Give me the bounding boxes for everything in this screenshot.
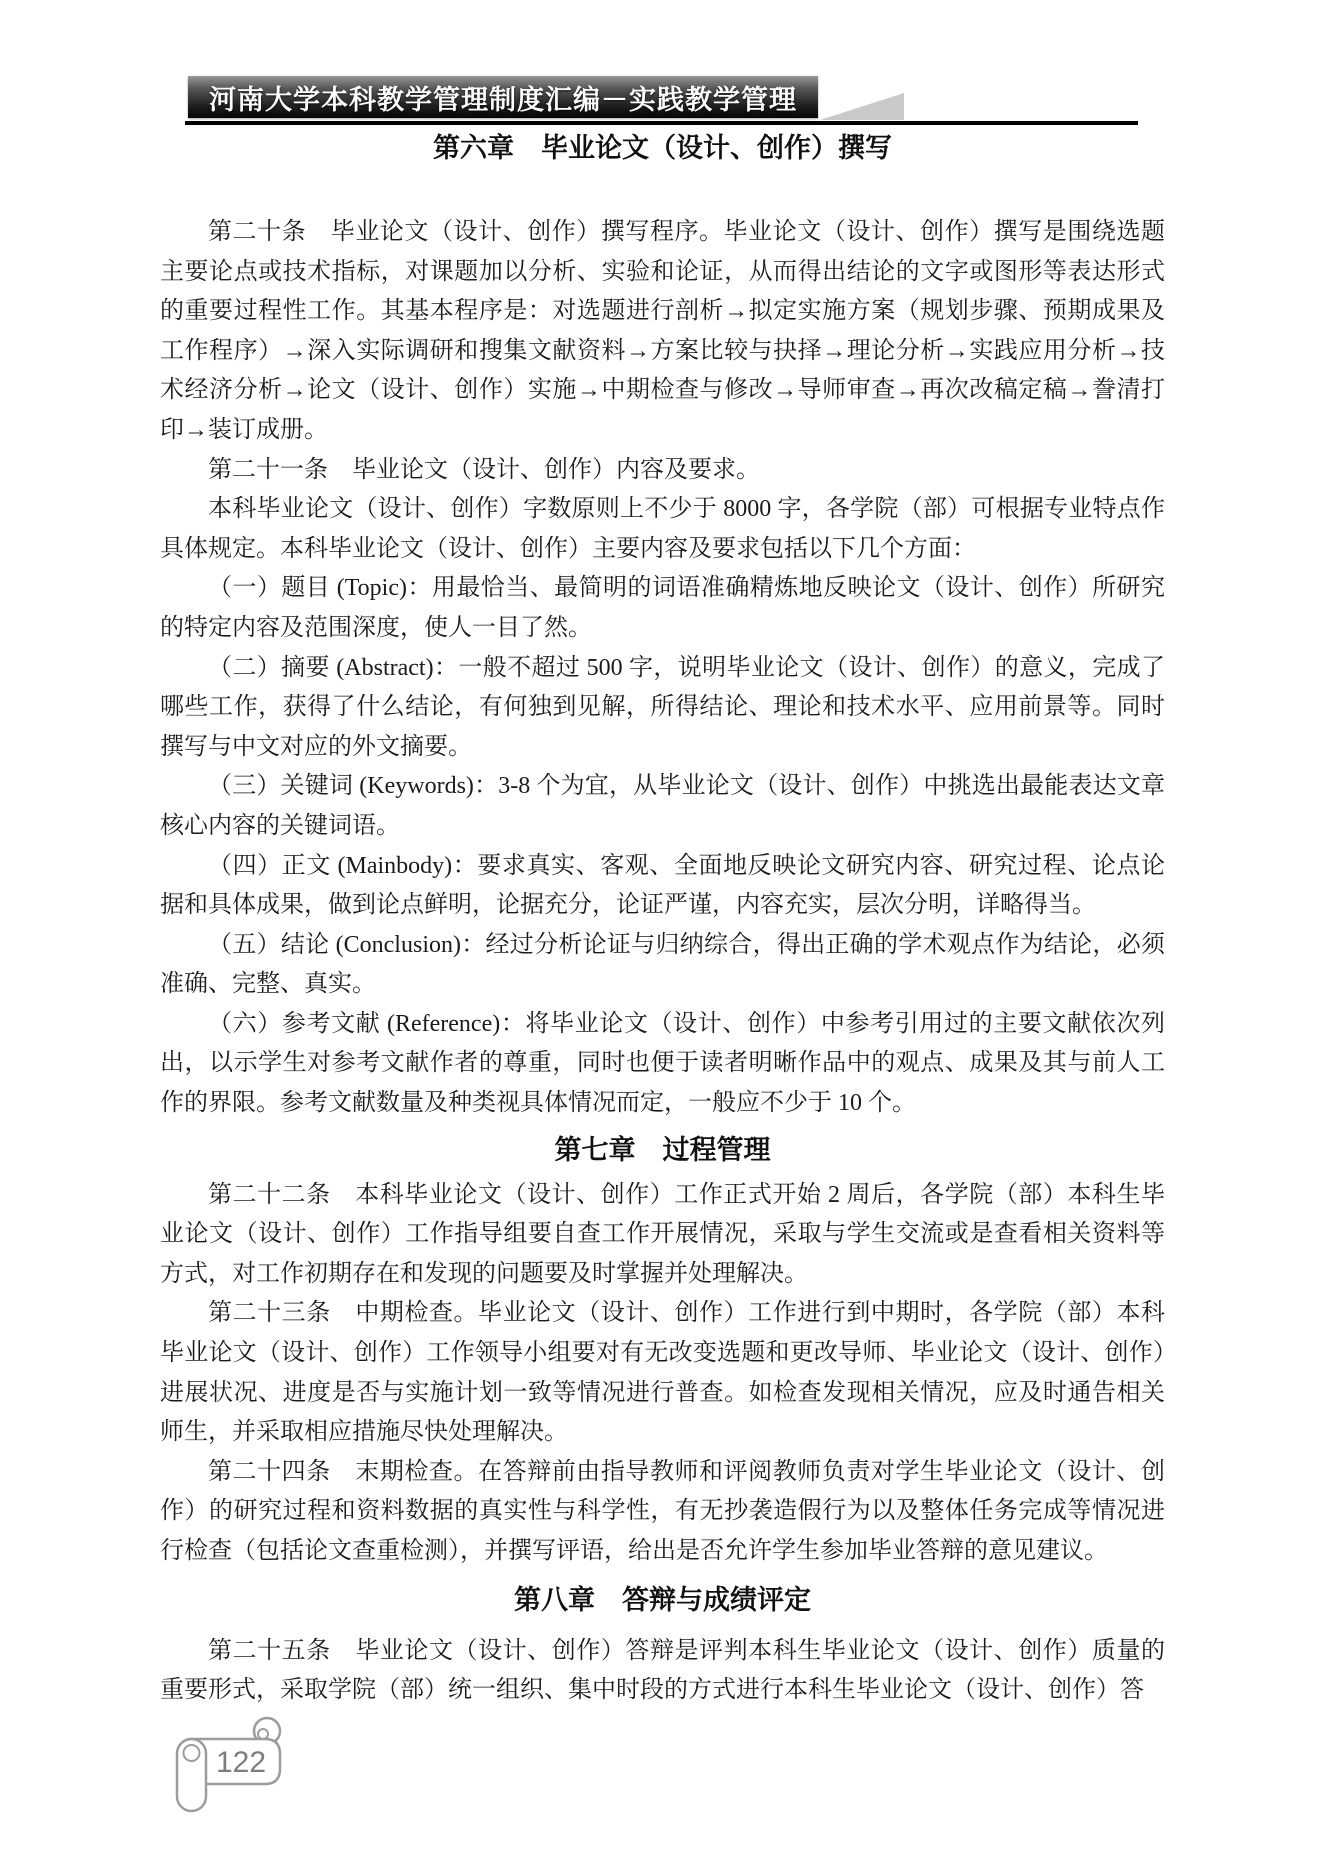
header-banner-title: 河南大学本科教学管理制度汇编－实践教学管理 — [209, 84, 797, 115]
paragraph-item-3-keywords: （三）关键词 (Keywords)：3-8 个为宜，从毕业论文（设计、创作）中挑选出最能表达文章核心内容的关键词语。 — [160, 773, 1165, 839]
paragraph-article-22: 第二十二条 本科毕业论文（设计、创作）工作正式开始 2 周后，各学院（部）本科生毕业论文（设计、创作）工作指导组要自查工作开展情况，采取与学生交流或是查看相关资料等方式，对工作初期存在和发现的问题要及时掌握并处理解决。 — [160, 1181, 1165, 1287]
paragraph-article-21: 第二十一条 毕业论文（设计、创作）内容及要求。 — [208, 456, 760, 483]
paragraph-item-5-conclusion: （五）结论 (Conclusion)：经过分析论证与归纳综合，得出正确的学术观点作为结论，必须准确、完整、真实。 — [160, 931, 1165, 998]
scroll-curl-inner — [258, 1729, 268, 1739]
chapter-8-heading: 第八章 答辩与成绩评定 — [514, 1584, 811, 1615]
chapter-7-heading: 第七章 过程管理 — [554, 1134, 771, 1165]
scroll-left-roll-inner — [184, 1745, 200, 1761]
paragraph-item-1-topic: （一）题目 (Topic)：用最恰当、最简明的词语准确精炼地反映论文（设计、创作）所研究的特定内容及范围深度，使人一目了然。 — [160, 575, 1165, 641]
paragraph-item-2-abstract: （二）摘要 (Abstract)：一般不超过 500 字，说明毕业论文（设计、创作）的意义，完成了哪些工作，获得了什么结论，有何独到见解，所得结论、理论和技术水平、应用前景等。同时撰写与中文对应的外文摘要。 — [160, 654, 1165, 760]
banner-arrow-decoration — [820, 93, 904, 120]
paragraph-article-21-body: 本科毕业论文（设计、创作）字数原则上不少于 8000 字，各学院（部）可根据专业特点作具体规定。本科毕业论文（设计、创作）主要内容及要求包括以下几个方面： — [160, 496, 1165, 562]
paragraph-article-24: 第二十四条 末期检查。在答辩前由指导教师和评阅教师负责对学生毕业论文（设计、创作）的研究过程和资料数据的真实性与科学性，有无抄袭造假行为以及整体任务完成等情况进行检查（包括论文查重检测），并撰写评语，给出是否允许学生参加毕业答辩的意见建议。 — [160, 1458, 1165, 1564]
paragraph-article-25: 第二十五条 毕业论文（设计、创作）答辩是评判本科生毕业论文（设计、创作）质量的重要形式，采取学院（部）统一组织、集中时段的方式进行本科生毕业论文（设计、创作）答 — [160, 1637, 1165, 1704]
document-content — [160, 130, 1165, 1711]
paragraph-item-6-reference: （六）参考文献 (Reference)：将毕业论文（设计、创作）中参考引用过的主要文献依次列出，以示学生对参考文献作者的尊重，同时也便于读者明晰作品中的观点、成果及其与前人工作的界限。参考文献数量及种类视具体情况而定，一般应不少于 10 个。 — [160, 1010, 1165, 1117]
paragraph-item-4-mainbody: （四）正文 (Mainbody)：要求真实、客观、全面地反映论文研究内容、研究过程、论点论据和具体成果，做到论点鲜明，论据充分，论证严谨，内容充实，层次分明，详略得当。 — [160, 852, 1165, 919]
chapter-6-heading: 第六章 毕业论文（设计、创作）撰写 — [433, 133, 892, 163]
paragraph-article-20: 第二十条 毕业论文（设计、创作）撰写程序。毕业论文（设计、创作）撰写是围绕选题主要论点或技术指标，对课题加以分析、实验和论证，从而得出结论的文字或图形等表达形式的重要过程性工作。其基本程序是：对选题进行剖析→拟定实施方案（规划步骤、预期成果及工作程序）→深入实际调研和搜集文献资料→方案比较与抉择→理论分析→实践应用分析→技术经济分析→论文（设计、创作）实施→中期检查与修改→导师审查→再次改稿定稿→誊清打印→装订成册。 — [160, 219, 1165, 443]
page-number: 122 — [215, 1746, 267, 1779]
header-rule-line — [185, 121, 1138, 125]
page-number-scroll-decoration — [166, 1714, 298, 1814]
paragraph-article-23: 第二十三条 中期检查。毕业论文（设计、创作）工作进行到中期时，各学院（部）本科毕业论文（设计、创作）工作领导小组要对有无改变选题和更改导师、毕业论文（设计、创作）进展状况、进度是否与实施计划一致等情况进行普查。如检查发现相关情况，应及时通告相关师生，并采取相应措施尽快处理解决。 — [160, 1300, 1165, 1446]
header-banner — [188, 76, 818, 118]
